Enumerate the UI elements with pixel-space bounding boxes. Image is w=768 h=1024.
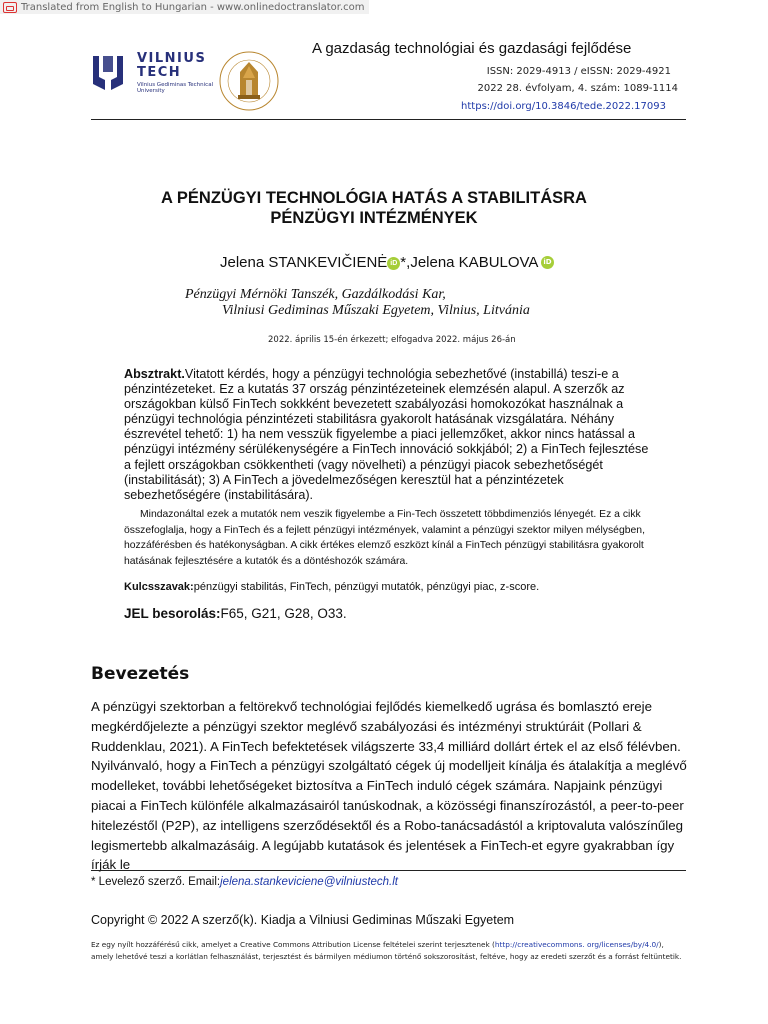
license-text-before: Ez egy nyílt hozzáférésű cikk, amelyet a Creative Commons Attribution License feltételei szerint terjesztenek ( bbox=[91, 940, 495, 949]
received-dates: 2022. április 15-én érkezett; elfogadva 2022. május 26-án bbox=[268, 335, 516, 345]
abstract bbox=[124, 367, 652, 503]
vilniustech-logo-icon bbox=[91, 54, 125, 92]
article-title-line1: A PÉNZÜGYI TECHNOLÓGIA HATÁS A STABILITÁSRA bbox=[161, 189, 587, 207]
keywords bbox=[124, 581, 539, 593]
translation-banner-link[interactable]: Translated from English to Hungarian - www.onlinedoctranslator.com bbox=[21, 1, 365, 13]
keywords-text: pénzügyi stabilitás, FinTech, pénzügyi mutatók, pénzügyi piac, z-score. bbox=[193, 581, 540, 593]
logo-name-line1: VILNIUS bbox=[137, 51, 207, 66]
copyright-notice: Copyright © 2022 A szerző(k). Kiadja a Vilniusi Gediminas Műszaki Egyetem bbox=[91, 913, 515, 927]
license-link[interactable]: http://creativecommons. org/licenses/by/4.0/ bbox=[494, 940, 659, 949]
affiliation-line: Vilniusi Gediminas Műszaki Egyetem, Vilnius, Litvánia bbox=[222, 303, 530, 318]
author-email-link[interactable]: jelena.stankeviciene@vilniustech.lt bbox=[220, 876, 399, 888]
footnote-label: * Levelező szerző. Email: bbox=[91, 876, 221, 888]
abstract-label: Absztrakt. bbox=[124, 367, 185, 381]
corresponding-author-footnote bbox=[91, 876, 398, 888]
jel-codes: F65, G21, G28, O33. bbox=[220, 606, 347, 621]
abstract-continuation: Mindazonáltal ezek a mutatók nem veszik figyelembe a Fin-Tech összetett többdimenziós lényegét. Ez a cikk összefoglalja, hogy a FinTech és a fejlett pénzügyi intézmények, valamint a pénzügyi szektor milyen mélységben, hozzáférésben és hatékonyságban. A cikk értékes elemző eszközt kínál a FinTech pénzügyi stabilitásra gyakorolt hatásának fejlesztésére a kutatók és a döntéshozók számára. bbox=[124, 509, 645, 567]
license-text-after: ), amely lehetővé teszi a korlátlan felhasználást, terjesztést és bármilyen médiumon történő sokszorosítást, feltéve, hogy az eredeti szerzőt és a forrást feltüntetik. bbox=[91, 940, 682, 961]
license-notice bbox=[91, 939, 683, 962]
doi-link[interactable]: https://doi.org/10.3846/tede.2022.17093 bbox=[461, 101, 666, 112]
keywords-label: Kulcsszavak: bbox=[124, 581, 194, 593]
orcid-icon[interactable]: iD bbox=[387, 257, 400, 270]
jel-classification bbox=[124, 606, 347, 621]
author-separator: *, bbox=[400, 254, 411, 271]
article-title bbox=[91, 188, 657, 228]
journal-title: A gazdaság technológiai és gazdasági fejlődése bbox=[312, 40, 632, 57]
author-name[interactable]: Jelena STANKEVIČIENĖ bbox=[220, 254, 388, 271]
footnote-divider bbox=[91, 870, 686, 871]
logo-wordmark bbox=[137, 52, 206, 80]
translate-icon bbox=[3, 2, 17, 13]
author-name[interactable]: Jelena KABULOVA bbox=[410, 254, 539, 271]
logo-name-line2: TECH bbox=[137, 65, 182, 80]
logo-subtitle: Vilnius Gediminas Technical University bbox=[137, 82, 214, 94]
jel-label: JEL besorolás: bbox=[124, 606, 221, 621]
journal-volume: 2022 28. évfolyam, 4. szám: 1089-1114 bbox=[477, 83, 678, 94]
section-heading: Bevezetés bbox=[91, 664, 190, 684]
orcid-icon[interactable]: iD bbox=[541, 256, 554, 269]
abstract-text: Vitatott kérdés, hogy a pénzügyi technológia sebezhetővé (instabillá) teszi-e a pénzintézeteket. Ez a kutatás 37 ország pénzintézeteinek elemzésén alapul. A szerzők az országokban külső FinTech sokkként bevezetett szabályozási homokozókat használnak a pénzügyi technológia pénzintézeti stabilitásra gyakorolt hatásának vizsgálatára. Néhány észrevétel tehető: 1) ha nem vesszük figyelembe a piaci jellemzőket, akkor nincs hatással a pénzügyi intézmény sérülékenységére a FinTech innováció sokkjából; 2) a FinTech fejlesztése a fejlett országokban csökkentheti (vagy növelheti) a pénzügyi piacok sebezhetőségét (instabilitását); 3) A FinTech a jövedelmezőségen keresztül hat a pénzintézetek sebezhetőségére (instabilitására). bbox=[124, 367, 649, 502]
university-logo bbox=[91, 51, 214, 96]
article-title-line2: PÉNZÜGYI INTÉZMÉNYEK bbox=[270, 209, 478, 227]
affiliation-line: Pénzügyi Mérnöki Tanszék, Gazdálkodási Kar, bbox=[185, 287, 446, 302]
translation-banner[interactable] bbox=[0, 0, 369, 14]
academia-seal-icon bbox=[218, 50, 280, 112]
intro-paragraph: A pénzügyi szektorban a feltörekvő technológiai fejlődés kiemelkedő ugrása és bomlasztó ereje megkérdőjelezte a pénzügyi szektor meglévő szabályozási és intézményi struktúráit (Pollari & Ruddenklau, 2021). A FinTech befektetések világszerte 33,4 milliárd dollárt értek el az első félévben. Nyilvánvaló, hogy a FinTech a pénzügyi szolgáltató cégek új modelljeit kínálja és átalakítja a meglévő modelleket, további lehetőségeket biztosítva a FinTech induló cégek számára. Napjaink pénzügyi piacai a FinTech különféle alkalmazásairól tanúskodnak, a közösségi finanszírozástól, a peer-to-peer hitelezéstől (P2P), az intelligens szerződésektől és a Robo-tanácsadástól a kriptovaluta valószínűleg legismertebb alkalmazásáig. A legújabb kutatások és jelentések a FinTech-et egyre gyakrabban így írják le bbox=[91, 699, 687, 873]
journal-issn: ISSN: 2029-4913 / eISSN: 2029-4921 bbox=[486, 66, 671, 77]
author-list bbox=[220, 254, 538, 274]
header-divider bbox=[91, 119, 686, 120]
